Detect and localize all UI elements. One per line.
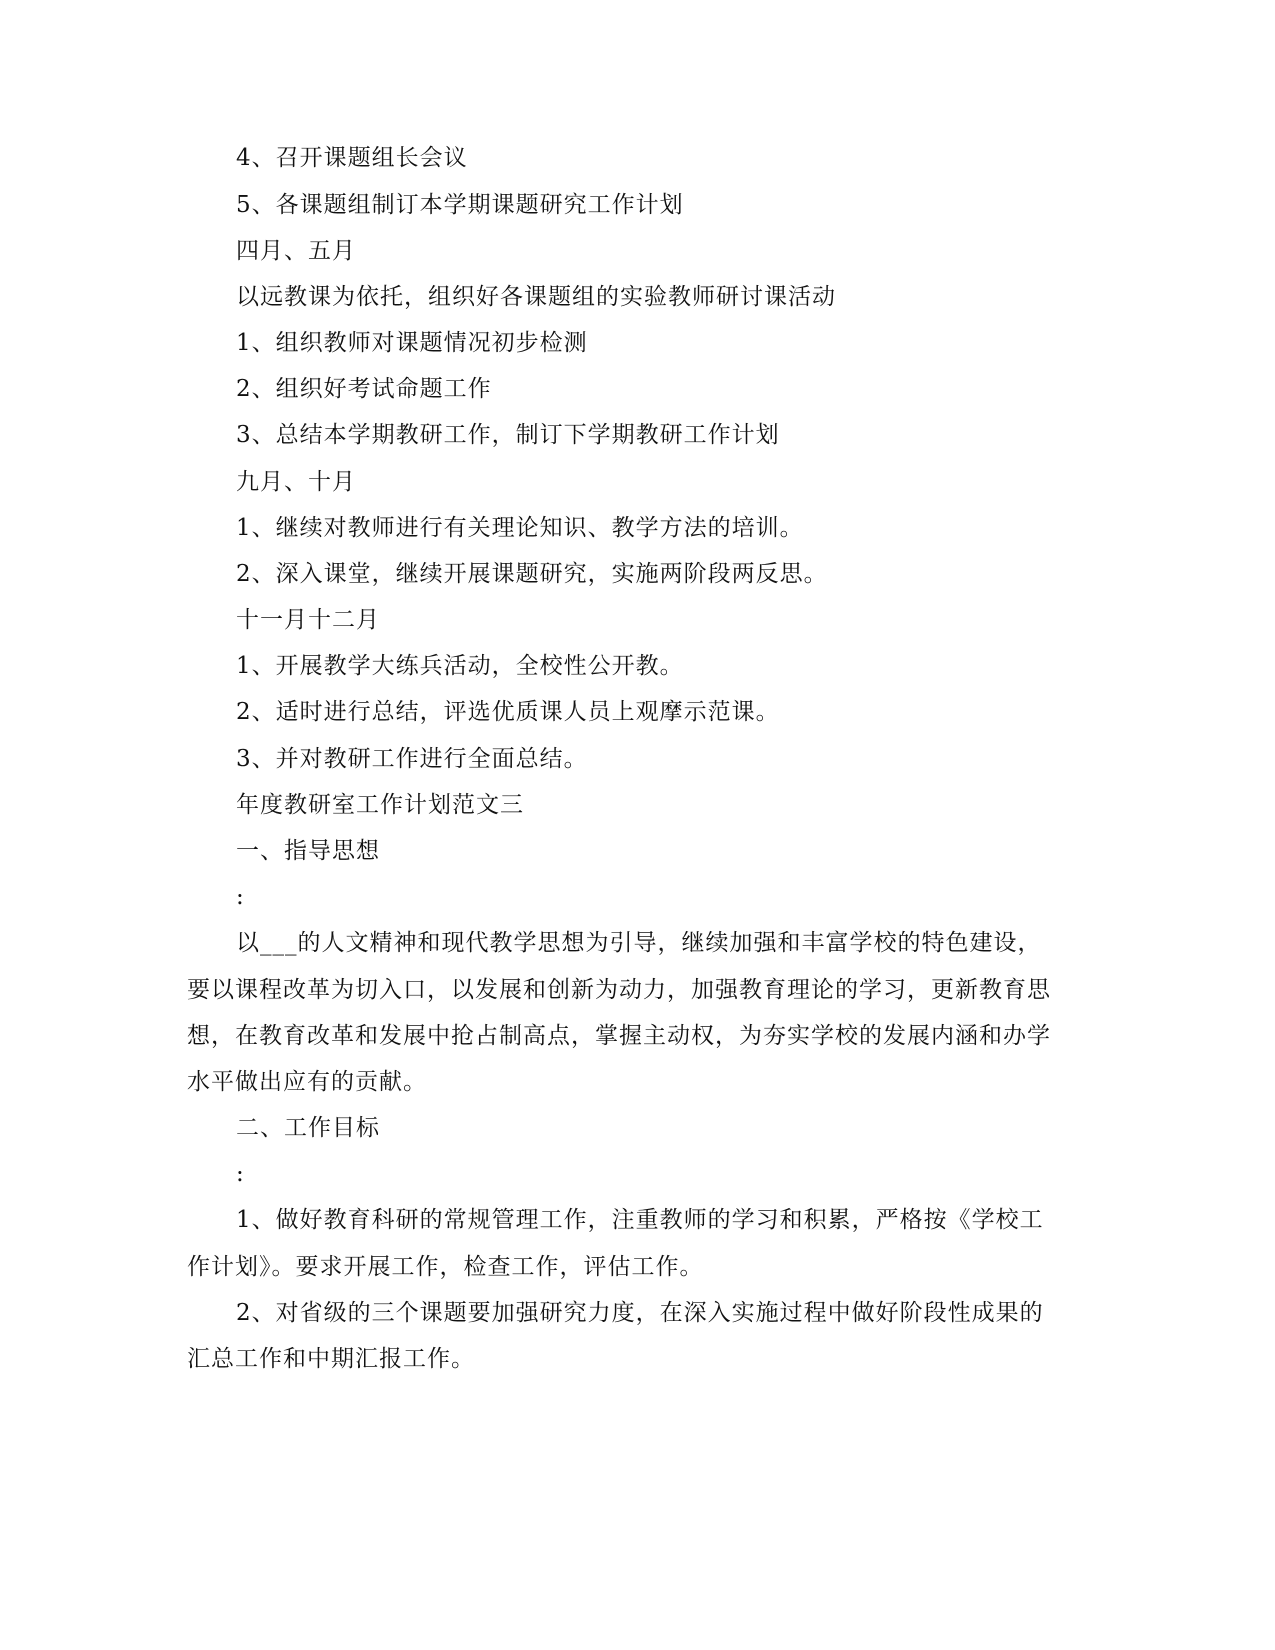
- paragraph-line: 要以课程改革为切入口，以发展和创新为动力，加强教育理论的学习，更新教育思: [187, 977, 1051, 1003]
- section-heading: 九月、十月: [236, 469, 356, 495]
- paragraph-line: 水平做出应有的贡献。: [187, 1069, 427, 1095]
- list-item: 3、总结本学期教研工作，制订下学期教研工作计划: [236, 422, 780, 448]
- section-heading: 四月、五月: [236, 238, 356, 264]
- colon-line: :: [236, 1161, 245, 1187]
- paragraph-line: 想，在教育改革和发展中抢占制高点，掌握主动权，为夯实学校的发展内涵和办学: [187, 1023, 1051, 1049]
- document-title: 年度教研室工作计划范文三: [236, 792, 524, 818]
- list-item: 1、开展教学大练兵活动，全校性公开教。: [236, 653, 684, 679]
- paragraph-line: 以远教课为依托，组织好各课题组的实验教师研讨课活动: [236, 284, 836, 310]
- paragraph-line: 2、对省级的三个课题要加强研究力度，在深入实施过程中做好阶段性成果的: [236, 1300, 1044, 1326]
- list-item: 2、组织好考试命题工作: [236, 376, 492, 402]
- paragraph-line: 作计划》。要求开展工作，检查工作，评估工作。: [187, 1254, 704, 1280]
- list-item: 1、组织教师对课题情况初步检测: [236, 330, 588, 356]
- paragraph-line: 以___的人文精神和现代教学思想为引导，继续加强和丰富学校的特色建设，: [236, 930, 1042, 956]
- list-item: 4、召开课题组长会议: [236, 145, 468, 171]
- list-item: 1、继续对教师进行有关理论知识、教学方法的培训。: [236, 515, 804, 541]
- section-heading: 一、指导思想: [236, 838, 380, 864]
- colon-line: :: [236, 884, 245, 910]
- list-item: 2、深入课堂，继续开展课题研究，实施两阶段两反思。: [236, 561, 828, 587]
- list-item: 2、适时进行总结，评选优质课人员上观摩示范课。: [236, 699, 780, 725]
- section-heading: 二、工作目标: [236, 1115, 380, 1141]
- paragraph-line: 1、做好教育科研的常规管理工作，注重教师的学习和积累，严格按《学校工: [236, 1207, 1044, 1233]
- list-item: 3、并对教研工作进行全面总结。: [236, 746, 588, 772]
- list-item: 5、各课题组制订本学期课题研究工作计划: [236, 192, 684, 218]
- section-heading: 十一月十二月: [236, 607, 380, 633]
- paragraph-line: 汇总工作和中期汇报工作。: [187, 1346, 475, 1372]
